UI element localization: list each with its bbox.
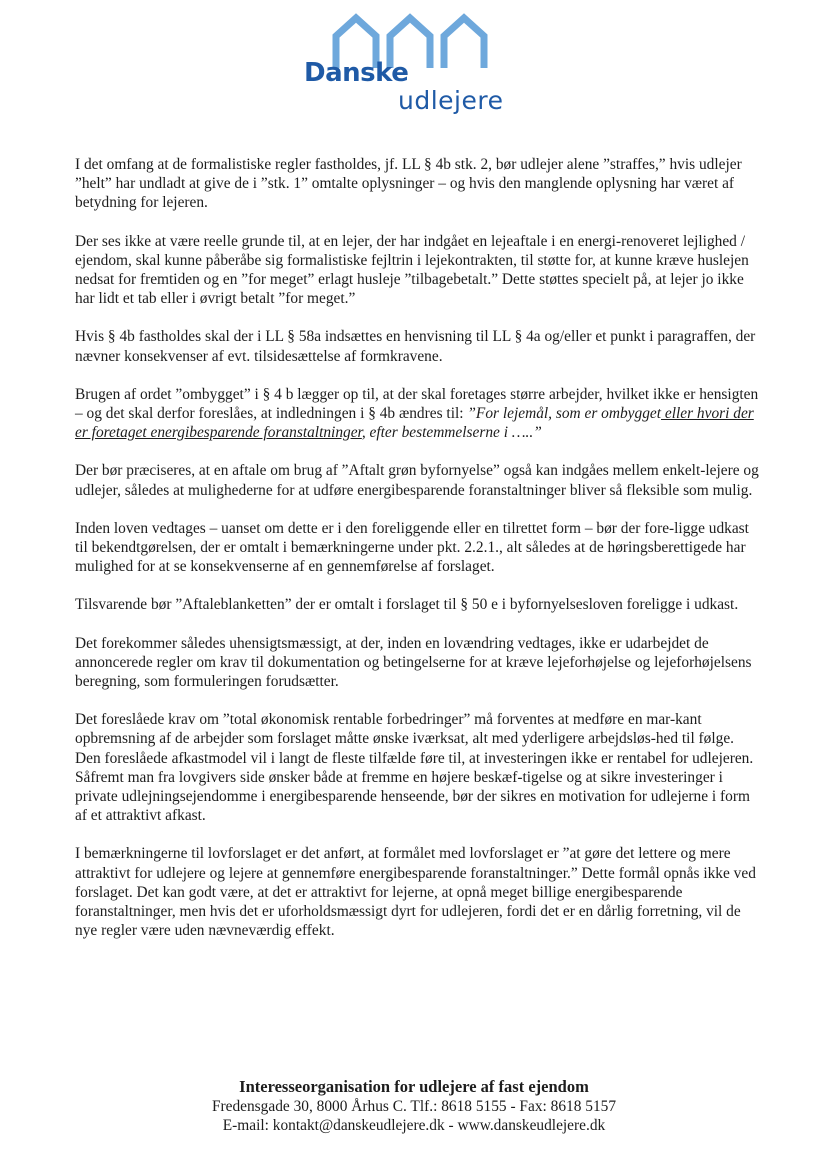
logo-word-danske: Danske (304, 58, 409, 88)
logo-word-udlejere: udlejere (398, 86, 504, 115)
paragraph-10: I bemærkningerne til lovforslaget er det anført, at formålet med lovforslaget er ”at gøre det lettere og mere attraktivt for udlejere og lejere at gennemføre energibesparende foranstaltninger.” Dette formål opnås ikke ved forslaget. Det kan godt være, at det er attraktivt for lejerne, at opnå meget billige energibesparende foranstaltninger, men hvis det er uforholdsmæssigt dyrt for udlejeren, fordi det er en dårlig forretning, vil de nye regler være uden nævneværdig effekt. (75, 845, 756, 940)
paragraph-5: Der bør præciseres, at en aftale om brug af ”Aftalt grøn byfornyelse” også kan indgåes mellem enkelt-lejere og udlejer, således at mulighederne for at udføre energibesparende foranstaltninger bliver så fleksible som mulig. (75, 462, 759, 499)
footer-contact: E-mail: kontakt@danskeudlejere.dk - www.danskeudlejere.dk (222, 1117, 606, 1134)
paragraph-2: Der ses ikke at være reelle grunde til, at en lejer, der har indgået en lejeaftale i en energi-renoveret lejlighed / ejendom, skal kunne påberåbe sig formalistiske fejltrin i lejekontrakten, til støtte for, at kunne kræve huslejen nedsat for fremtiden og en ”for meget” erlagt husleje ”tilbagebetalt.” Dette støttes specielt på, at lejer jo ikke har lidt et tab eller i øvrigt betalt ”for meget.” (75, 232, 749, 308)
quote-end: , efter bestemmelserne i …..” (361, 424, 542, 442)
paragraph-6: Inden loven vedtages – uanset om dette er i den foreliggende eller en tilrettet form – bør der fore-ligge udkast til bekendtgørelsen, der er omtalt i bemærkningerne under pkt. 2.2.1., alt således at de høringsberettigede har mulighed for at se konsekvenserne af en gennemførelse af forslaget. (75, 519, 749, 576)
quote-start: ”For lejemål, som er ombygget (467, 405, 662, 423)
letter-body (75, 155, 760, 960)
paragraph-9: Det foreslåede krav om ”total økonomisk rentable forbedringer” må forventes at medføre en mar-kant opbremsning af de arbejder som forslaget måtte ønske iværksat, alt med yderligere arbejdsløs-hed til følge. Den foreslåede afkastmodel vil i langt de fleste tilfælde føre til, at investeringen ikke er rentabel for udlejeren. Såfremt man fra lovgivers side ønsker både at fremme en højere beskæf-tigelse og at sikre investeringer i private udlejningsejendomme i energibesparende henseende, bør der sikres en motivation for udlejerne i form af et attraktivt afkast. (75, 711, 754, 825)
paragraph-3: Hvis § 4b fastholdes skal der i LL § 58a indsættes en henvisning til LL § 4a og/eller et punkt i paragraffen, der nævner konsekvenser af evt. tilsidesættelse af formkravene. (75, 328, 756, 365)
paragraph-7: Tilsvarende bør ”Aftaleblanketten” der er omtalt i forslaget til § 50 e i byfornyelsesloven foreligge i udkast. (75, 596, 739, 614)
footer (0, 1076, 828, 1135)
footer-address: Fredensgade 30, 8000 Århus C. Tlf.: 8618 5155 - Fax: 8618 5157 (211, 1098, 617, 1115)
paragraph-ombygget (75, 385, 760, 443)
paragraph-8: Det forekommer således uhensigtsmæssigt, at der, inden en lovændring vedtages, ikke er udarbejdet de annoncerede regler om krav til dokumentation og betingelserne for at kræve lejeforhøjelse og lejeforhøjelsens beregning, som formuleringen forudsætter. (75, 634, 752, 691)
footer-organisation: Interesseorganisation for udlejere af fast ejendom (239, 1077, 589, 1096)
logo (300, 10, 540, 120)
ombygget-lead: Brugen af ordet ”ombygget” i § 4 b lægger op til, at der skal foretages større arbejder, hvilket ikke er hensigten – og det skal derfor foreslåes, at indledningen i § 4b ændres til: (75, 385, 759, 423)
paragraph-1: I det omfang at de formalistiske regler fastholdes, jf. LL § 4b stk. 2, bør udlejer alene ”straffes,” hvis udlejer ”helt” har undladt at give de i ”stk. 1” omtalte oplysninger – og hvis den manglende oplysning har været af betydning for lejeren. (75, 156, 742, 212)
quote-underlined: eller hvori der er foretaget energibesparende foranstaltninger (75, 405, 754, 442)
